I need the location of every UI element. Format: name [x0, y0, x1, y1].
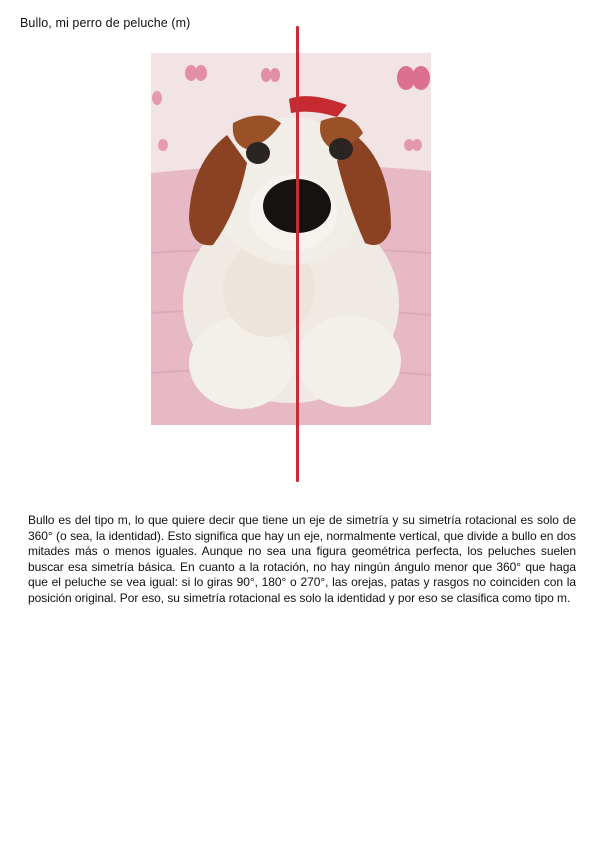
plush-dog-illustration: [151, 53, 431, 425]
plush-dog-photo: [151, 53, 431, 425]
symmetry-axis-line: [296, 26, 299, 482]
document-title: Bullo, mi perro de peluche (m): [20, 16, 191, 30]
explanation-paragraph: Bullo es del tipo m, lo que quiere decir que tiene un eje de simetría y su simetría rotacional es solo de 360° (o sea, la identidad). Esto significa que hay un eje, normalmente vertical, que divide a bullo en dos mitades más o menos iguales. Aunque no sea una figura geométrica perfecta, los peluches suelen buscar esa simetría básica. En cuanto a la rotación, no hay ningún ángulo menor que 360° que haga que el peluche se vea igual: si lo giras 90°, 180° o 270°, las orejas, patas y rasgos no coinciden con la posición original. Por eso, su simetría rotacional es solo la identidad y por eso se clasifica como tipo m.: [28, 513, 576, 605]
